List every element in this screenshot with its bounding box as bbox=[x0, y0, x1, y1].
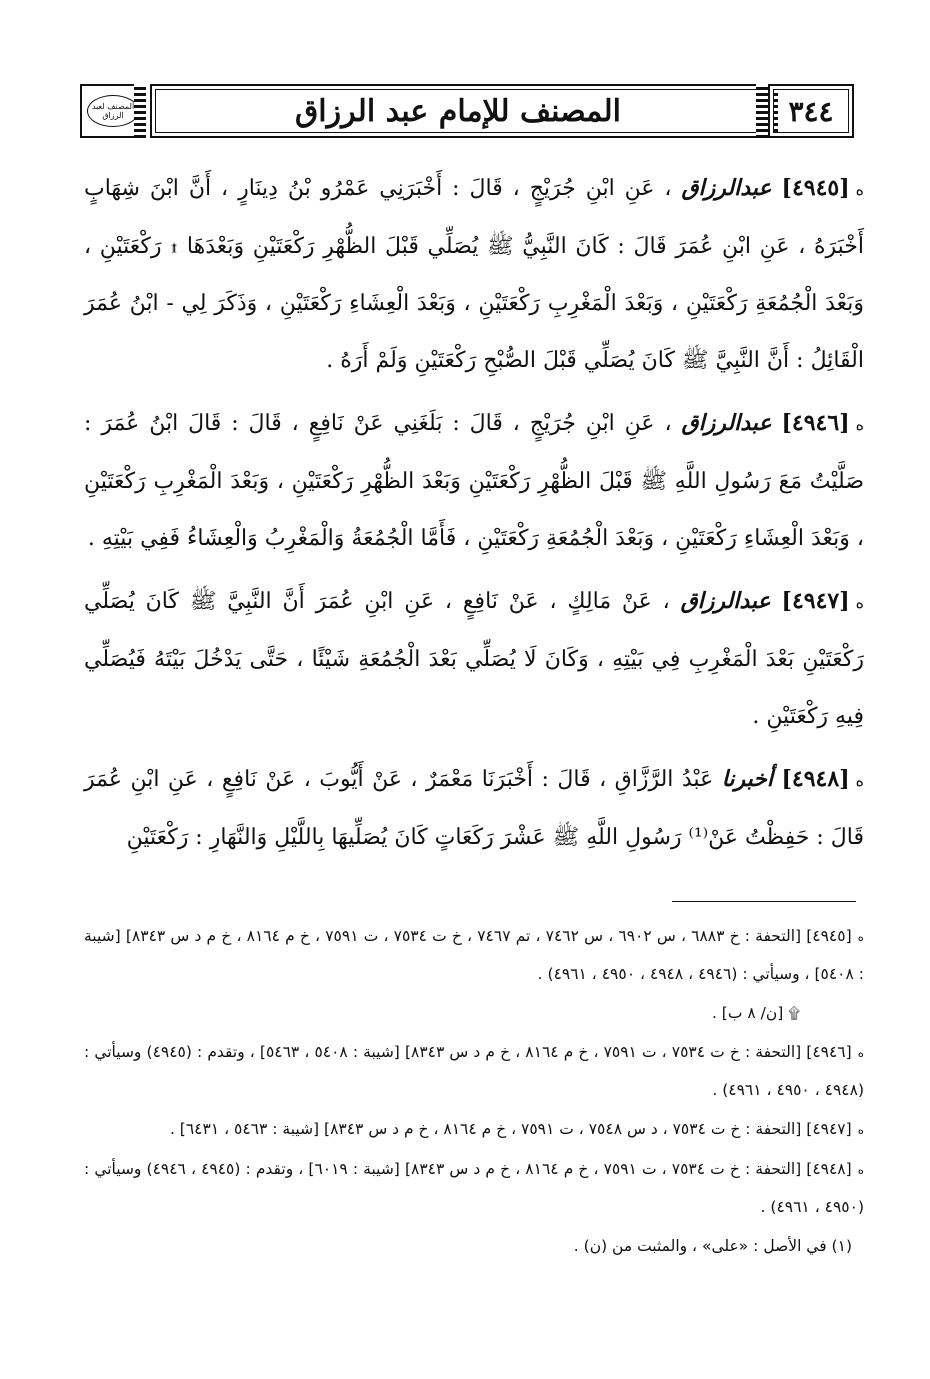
main-text bbox=[84, 160, 864, 872]
footnote bbox=[84, 918, 864, 993]
book-title: المصنف للإمام عبد الرزاق bbox=[295, 93, 621, 129]
ornament-divider bbox=[756, 84, 768, 138]
footnote-marker: ە bbox=[857, 1123, 864, 1137]
entry-number: [٤٩٤٥] bbox=[781, 175, 850, 201]
footnote-text: [٤٩٤٥] [التحفة : خ ٦٨٨٣ ، س ٦٩٠٢ ، س ٧٤٦٢ ، تم ٧٤٦٧ ، خ ت ٧٥٣٤ ، ت ٧٥٩١ ، خ م ٨١٦٤ ، خ م د س ٨٣٤٣] [شيبة : ٥٤٠٨] ، وسيأتي : (٤٩٤٦ ، ٤٩٤٨ ، ٤٩٥٠ ، ٤٩٦١) . bbox=[84, 927, 864, 983]
footnote-text: [٤٩٤٦] [التحفة : خ ت ٧٥٣٤ ، ت ٧٥٩١ ، خ م ٨١٦٤ ، خ م د س ٨٣٤٣] [شيبة : ٥٤٠٨ ، ٥٤٦٣] ، وتقدم : (٤٩٤٥) وسيأتي : (٤٩٤٨ ، ٤٩٥٠ ، ٤٩٦١) . bbox=[84, 1043, 864, 1099]
footnote-text: (١) في الأصل : «على» ، والمثبت من (ن) . bbox=[573, 1237, 852, 1255]
title-frame bbox=[150, 84, 766, 138]
entry-text: ، عَنِ ابْنِ جُرَيْجٍ ، قَالَ : بَلَغَنِي عَنْ نَافِعٍ ، قَالَ : قَالَ ابْنُ عُمَرَ : صَلَّيْتُ مَعَ رَسُولِ اللَّهِ ﷺ قَبْلَ الظُّهْرِ رَكْعَتَيْنِ وَبَعْدَ الظُّهْرِ رَكْعَتَيْنِ ، وَبَعْدَ الْمَغْرِبِ رَكْعَتَيْنِ ، وَبَعْدَ الْعِشَاءِ رَكْعَتَيْنِ ، وَبَعْدَ الْجُمُعَةِ رَكْعَتَيْنِ ، فَأَمَّا الْجُمُعَةُ وَالْمَغْرِبُ وَالْعِشَاءُ فَفِي بَيْتِهِ . bbox=[84, 411, 864, 551]
hadith-entry bbox=[84, 751, 864, 866]
entry-text: ، عَنِ ابْنِ جُرَيْجٍ ، قَالَ : أَخْبَرَنِي عَمْرُو بْنُ دِينَارٍ ، أَنَّ ابْنَ شِهَابٍ أَخْبَرَهُ ، عَنِ ابْنِ عُمَرَ قَالَ : كَانَ النَّبِيُّ ﷺ يُصَلِّي قَبْلَ الظُّهْرِ رَكْعَتَيْنِ وَبَعْدَهَا ۩ رَكْعَتَيْنِ ، وَبَعْدَ الْجُمُعَةِ رَكْعَتَيْنِ ، وَبَعْدَ الْمَغْرِبِ رَكْعَتَيْنِ ، وَبَعْدَ الْعِشَاءِ رَكْعَتَيْنِ ، وَذَكَرَ لِي - ابْنُ عُمَرَ الْقَائِلُ : أَنَّ النَّبِيَّ ﷺ كَانَ يُصَلِّي قَبْلَ الصُّبْحِ رَكْعَتَيْنِ وَلَمْ أَرَهُ . bbox=[84, 176, 864, 373]
entry-marker: ە bbox=[855, 180, 865, 199]
footnote bbox=[84, 1151, 864, 1226]
footnote-marker: ە bbox=[857, 1163, 864, 1177]
entry-source: عبدالرزاق bbox=[680, 588, 771, 614]
footnote bbox=[84, 995, 864, 1032]
page-header bbox=[80, 84, 854, 142]
book-logo bbox=[87, 95, 139, 127]
footnotes bbox=[84, 918, 864, 1267]
entry-marker: ە bbox=[855, 593, 865, 612]
logo-text: المصنف لعبد الرزاق bbox=[91, 102, 135, 120]
ornament-divider bbox=[134, 84, 146, 138]
entry-text: عَبْدُ الرَّزَّاقِ ، قَالَ : أَخْبَرَنَا مَعْمَرٌ ، عَنْ أَيُّوبَ ، عَنْ نَافِعٍ ، عَنِ ابْنِ عُمَرَ قَالَ : حَفِظْتُ عَنْ⁽¹⁾ رَسُولِ اللَّهِ ﷺ عَشْرَ رَكَعَاتٍ كَانَ يُصَلِّيهَا بِاللَّيْلِ وَالنَّهَارِ : رَكْعَتَيْنِ bbox=[84, 767, 864, 850]
entry-text: ، عَنْ مَالِكٍ ، عَنْ نَافِعٍ ، عَنِ ابْنِ عُمَرَ أَنَّ النَّبِيَّ ﷺ كَانَ يُصَلِّي رَكْعَتَيْنِ بَعْدَ الْمَغْرِبِ فِي بَيْتِهِ ، وَكَانَ لَا يُصَلِّي بَعْدَ الْجُمُعَةِ شَيْئًا ، حَتَّى يَدْخُلَ بَيْتَهُ فَيُصَلِّي فِيهِ رَكْعَتَيْنِ . bbox=[84, 589, 864, 729]
hadith-entry bbox=[84, 160, 864, 389]
footnote bbox=[84, 1034, 864, 1109]
entry-source: عبدالرزاق bbox=[681, 175, 772, 201]
entry-number: [٤٩٤٧] bbox=[781, 588, 850, 614]
footnote bbox=[84, 1228, 864, 1265]
footnote-marker: ە bbox=[857, 930, 864, 944]
hadith-entry bbox=[84, 573, 864, 745]
entry-source: أخبرنا bbox=[721, 766, 774, 792]
entry-marker: ە bbox=[855, 771, 864, 790]
entry-source: عبدالرزاق bbox=[681, 410, 772, 436]
footnote-text: [٤٩٤٨] [التحفة : خ ت ٧٥٣٤ ، ت ٧٥٩١ ، خ م ٨١٦٤ ، خ م د س ٨٣٤٣] [شيبة : ٦٠١٩] ، وتقدم : (٤٩٤٥ ، ٤٩٤٦) وسيأتي : (٤٩٥٠ ، ٤٩٦١) . bbox=[84, 1160, 864, 1216]
footnote-marker: ە bbox=[857, 1046, 864, 1060]
entry-marker: ە bbox=[855, 415, 864, 434]
hadith-entry bbox=[84, 395, 864, 567]
page-number-frame bbox=[768, 84, 854, 138]
footnote-text: ۩ [ن/ ٨ ب] . bbox=[711, 1004, 800, 1022]
page-number: ٣٤٤ bbox=[788, 94, 834, 128]
entry-number: [٤٩٤٨] bbox=[781, 766, 850, 792]
footnote-text: [٤٩٤٧] [التحفة : خ ت ٧٥٣٤ ، د س ٧٥٤٨ ، ت ٧٥٩١ ، خ م ٨١٦٤ ، خ م د س ٨٣٤٣] [شيبة : ٥٤٦٣ ، ٦٤٣١] . bbox=[169, 1120, 852, 1138]
footnote-separator bbox=[672, 901, 856, 902]
entry-number: [٤٩٤٦] bbox=[781, 410, 850, 436]
footnote bbox=[84, 1111, 864, 1149]
